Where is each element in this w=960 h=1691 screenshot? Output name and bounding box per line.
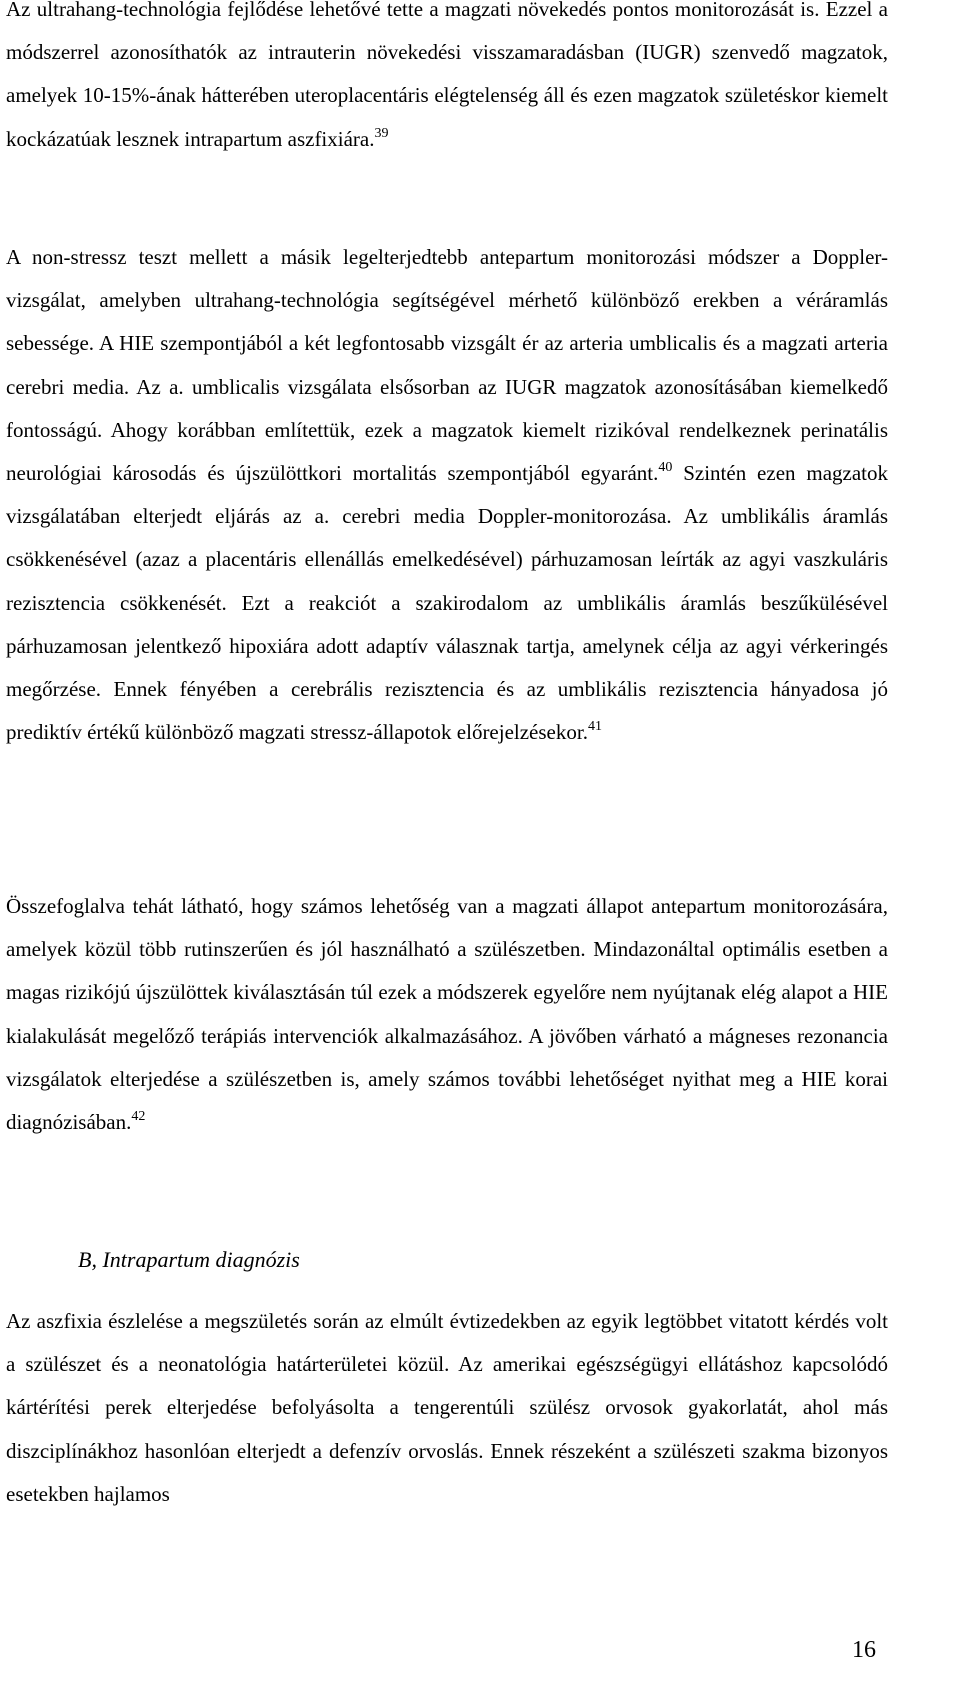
- page-number: 16: [852, 1637, 876, 1663]
- paragraph-text: Összefoglalva tehát látható, hogy számos lehetőség van a magzati állapot antepartum monitorozására, amelyek közül több rutinszerűen és jól használható a szülészetben. Mindazonáltal optimális esetben a magas rizikójú újszülöttek kiválasztásán túl ezek a módszerek egyelőre nem nyújtanak elég alapot a HIE kialakulását megelőző terápiás intervenciók alkalmazásához. A jövőben várható a mágneses rezonancia vizsgálatok elterjedése a szülészetben is, amely számos további lehetőséget nyithat meg a HIE korai diagnózisában.: [6, 894, 888, 1135]
- paragraph-intrapartum: [6, 1300, 888, 1516]
- paragraph-text: Az ultrahang-technológia fejlődése lehetővé tette a magzati növekedés pontos monitorozását is. Ezzel a módszerrel azonosíthatók az intrauterin növekedési visszamaradásban (IUGR) szenvedő magzatok, amelyek 10-15%-ának hátterében uteroplacentáris elégtelenség áll és ezen magzatok születéskor kiemelt kockázatúak lesznek intrapartum aszfixiára.: [6, 0, 888, 151]
- paragraph-text: Szintén ezen magzatok vizsgálatában elterjedt eljárás az a. cerebri media Doppler-monitorozása. Az umblikális áramlás csökkenésével (azaz a placentáris ellenállás emelkedésével) párhuzamosan leírták az agyi vaszkuláris rezisztencia csökkenését. Ezt a reakciót a szakirodalom az umblikális áramlás beszűkülésével párhuzamosan jelentkező hipoxiára adott adaptív válasznak tartja, amelynek célja az agyi vérkeringés megőrzése. Ennek fényében a cerebrális rezisztencia és az umblikális rezisztencia hányadosa jó prediktív értékű különböző magzati stressz-állapotok előrejelzésekor.: [6, 461, 888, 745]
- paragraph-doppler: [6, 236, 888, 754]
- paragraph-text: A non-stressz teszt mellett a másik legelterjedtebb antepartum monitorozási módszer a Doppler-vizsgálat, amelyben ultrahang-technológia segítségével mérhető különböző erekben a véráramlás sebessége. A HIE szempontjából a két legfontosabb vizsgált ér az arteria umblicalis és a magzati arteria cerebri media. Az a. umblicalis vizsgálata elsősorban az IUGR magzatok azonosításában kiemelkedő fontosságú. Ahogy korábban említettük, ezek a magzatok kiemelt rizikóval rendelkeznek perinatális neurológiai károsodás és újszülöttkori mortalitás szempontjából egyaránt.: [6, 245, 888, 486]
- paragraph-ultrasound-growth: [6, 0, 888, 161]
- paragraph-text: Az aszfixia észlelése a megszületés során az elmúlt évtizedekben az egyik legtöbbet vitatott kérdés volt a szülészet és a neonatológia határterületei közül. Az amerikai egészségügyi ellátáshoz kapcsolódó kártérítési perek elterjedése befolyásolta a tengerentúli szülész orvosok gyakorlatát, ahol más diszciplínákhoz hasonlóan elterjedt a defenzív orvoslás. Ennek részeként a szülészeti szakma bizonyos esetekben hajlamos: [6, 1309, 888, 1506]
- section-heading: B, Intrapartum diagnózis: [78, 1247, 300, 1272]
- footnote-ref: 40: [658, 460, 673, 476]
- paragraph-summary: [6, 885, 888, 1144]
- footnote-ref: 41: [587, 719, 602, 735]
- footnote-ref: 42: [131, 1109, 146, 1125]
- footnote-ref: 39: [374, 125, 389, 141]
